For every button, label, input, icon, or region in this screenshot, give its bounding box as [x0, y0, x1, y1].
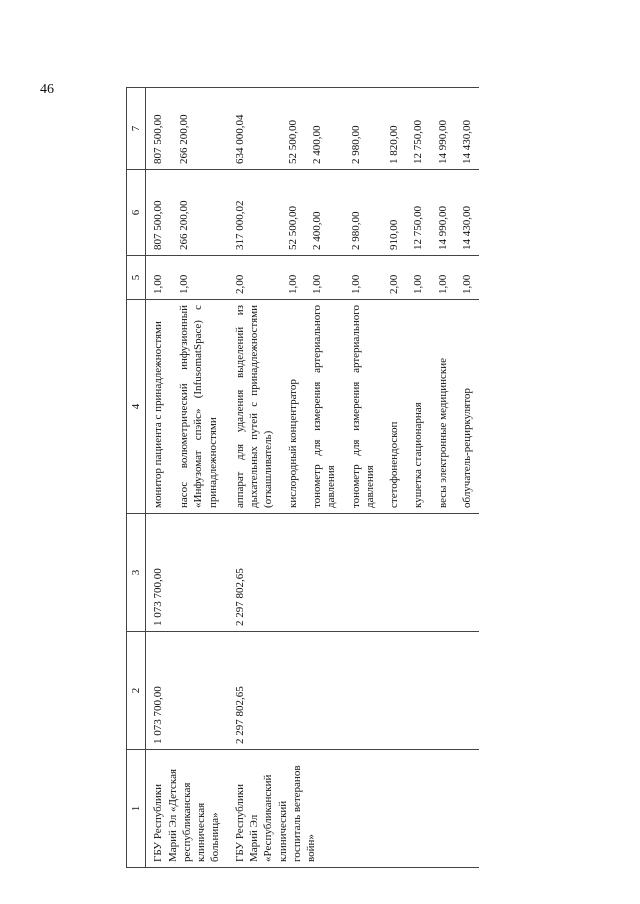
header-col-6: 6: [127, 170, 146, 256]
item-qty: 2,00: [382, 256, 406, 300]
item-price: 317 000,02: [228, 170, 281, 256]
item-qty: 1,00: [146, 256, 172, 300]
item-qty: 1,00: [172, 256, 228, 300]
institution-name: ГБУ Республики Марий Эл «Республиканский клинический госпиталь ветеранов войн»: [228, 750, 480, 868]
item-name: кушетка стационарная: [406, 300, 430, 514]
item-qty: 1,00: [281, 256, 305, 300]
item-total: 634 000,04: [228, 88, 281, 170]
item-price: 14 990,00: [431, 170, 455, 256]
page-number: 46: [40, 82, 54, 97]
table-row: [228, 88, 281, 868]
item-total: 14 990,00: [431, 88, 455, 170]
item-qty: 1,00: [406, 256, 430, 300]
item-name: аппарат для удаления выделений из дыхательных путей с принадлежностями (откашливатель): [228, 300, 281, 514]
item-name: монитор пациента с принадлежностями: [146, 300, 172, 514]
item-total: 52 500,00: [281, 88, 305, 170]
institution-col2: 1 073 700,00: [146, 632, 228, 750]
item-qty: 1,00: [344, 256, 383, 300]
header-col-5: 5: [127, 256, 146, 300]
item-price: 910,00: [382, 170, 406, 256]
item-total: 2 980,00: [344, 88, 383, 170]
item-qty: 1,00: [455, 256, 479, 300]
item-name: стетофонендоскоп: [382, 300, 406, 514]
item-qty: 2,00: [228, 256, 281, 300]
item-price: 52 500,00: [281, 170, 305, 256]
item-name: облучатель-рециркулятор: [455, 300, 479, 514]
header-col-2: 2: [127, 632, 146, 750]
item-total: 1 820,00: [382, 88, 406, 170]
item-total: 2 400,00: [305, 88, 344, 170]
item-qty: 1,00: [305, 256, 344, 300]
equipment-table: [126, 87, 479, 868]
item-name: весы электронные медицинские: [431, 300, 455, 514]
item-name: тонометр для измерения артериального давления: [305, 300, 344, 514]
rotated-table-container: [126, 88, 596, 868]
table-row: [146, 88, 172, 868]
header-col-1: 1: [127, 750, 146, 868]
institution-name: ГБУ Республики Марий Эл «Детская республиканская клиническая больница»: [146, 750, 228, 868]
item-price: 2 980,00: [344, 170, 383, 256]
header-col-7: 7: [127, 88, 146, 170]
item-name: кислородный концентратор: [281, 300, 305, 514]
item-total: 266 200,00: [172, 88, 228, 170]
item-name: насос волюметрический инфузионный «Инфузомат спэйс» (InfusomatSpace) с принадлежностями: [172, 300, 228, 514]
item-total: 12 750,00: [406, 88, 430, 170]
institution-col3: 2 297 802,65: [228, 514, 480, 632]
item-price: 14 430,00: [455, 170, 479, 256]
item-qty: 1,00: [431, 256, 455, 300]
institution-col3: 1 073 700,00: [146, 514, 228, 632]
item-price: 12 750,00: [406, 170, 430, 256]
item-total: 807 500,00: [146, 88, 172, 170]
header-col-4: 4: [127, 300, 146, 514]
item-price: 807 500,00: [146, 170, 172, 256]
item-price: 2 400,00: [305, 170, 344, 256]
item-total: 14 430,00: [455, 88, 479, 170]
item-name: тонометр для измерения артериального давления: [344, 300, 383, 514]
header-row: [127, 88, 146, 868]
header-col-3: 3: [127, 514, 146, 632]
item-price: 266 200,00: [172, 170, 228, 256]
institution-col2: 2 297 802,65: [228, 632, 480, 750]
